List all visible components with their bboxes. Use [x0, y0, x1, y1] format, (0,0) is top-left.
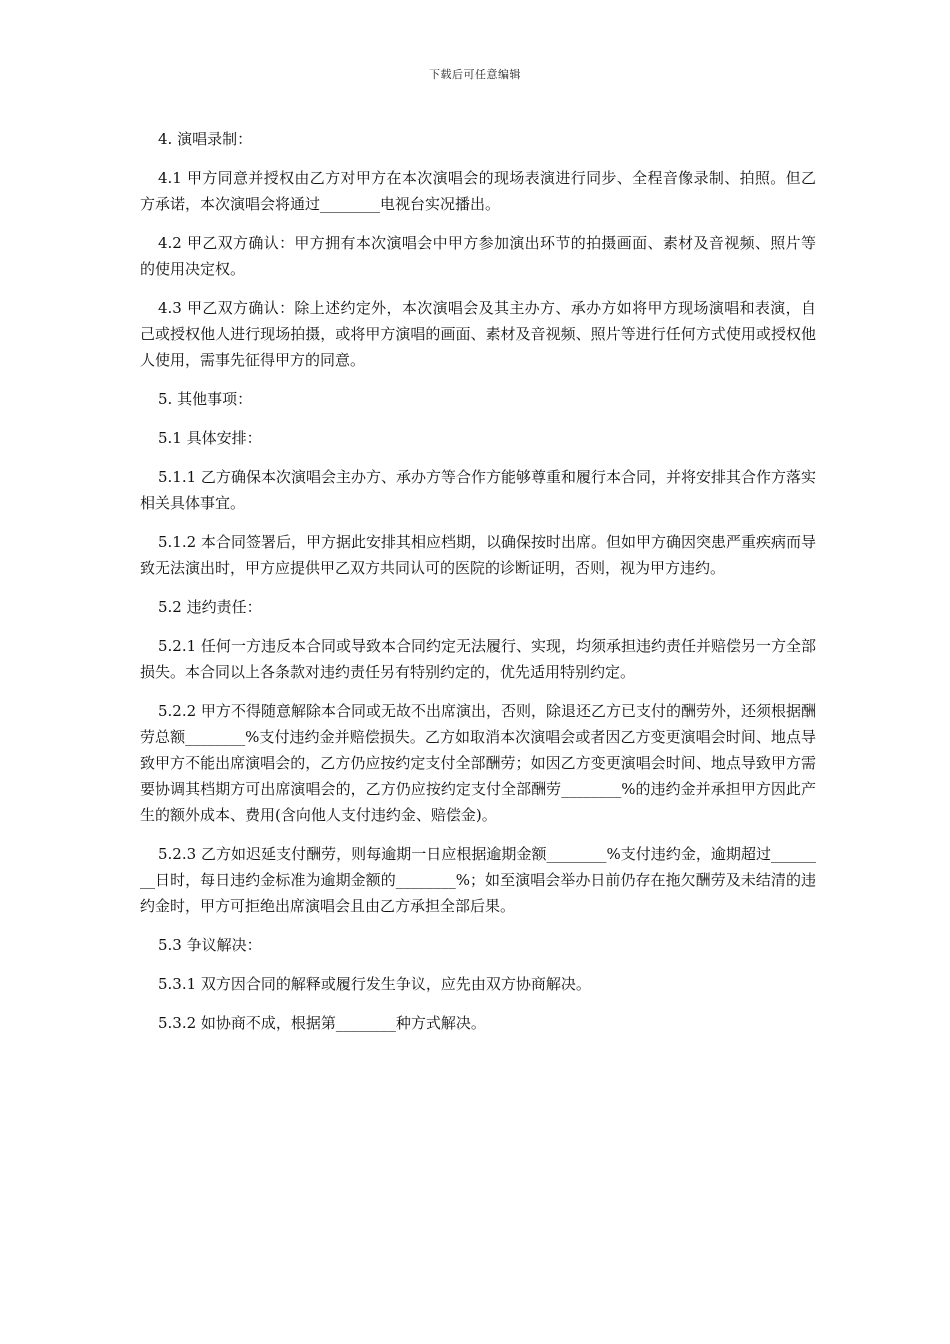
clause-paragraph: 5.2.3 乙方如迟延支付酬劳，则每逾期一日应根据逾期金额________%支付违约金，逾期超过________日时，每日违约金标准为逾期金额的________%；如至演唱会举办日前仍存在拖欠酬劳及未结清的违约金时，甲方可拒绝出席演唱会且由乙方承担全部后果。	[140, 845, 816, 915]
document-body	[140, 126, 816, 1049]
clause-paragraph: 4.2 甲乙双方确认：甲方拥有本次演唱会中甲方参加演出环节的拍摄画面、素材及音视频、照片等的使用决定权。	[140, 234, 816, 278]
clause-paragraph: 5.3.2 如协商不成，根据第________种方式解决。	[158, 1014, 486, 1032]
subsection-heading: 5.3 争议解决：	[158, 936, 262, 954]
section-heading: 5. 其他事项：	[158, 390, 253, 408]
page-header: 下载后可任意编辑	[429, 68, 521, 81]
subsection-heading: 5.1 具体安排：	[158, 429, 262, 447]
clause-paragraph: 4.3 甲乙双方确认：除上述约定外，本次演唱会及其主办方、承办方如将甲方现场演唱和表演，自己或授权他人进行现场拍摄，或将甲方演唱的画面、素材及音视频、照片等进行任何方式使用或授权他人使用，需事先征得甲方的同意。	[140, 299, 816, 369]
clause-paragraph: 5.1.1 乙方确保本次演唱会主办方、承办方等合作方能够尊重和履行本合同，并将安排其合作方落实相关具体事宜。	[140, 468, 816, 512]
clause-paragraph: 5.1.2 本合同签署后，甲方据此安排其相应档期，以确保按时出席。但如甲方确因突患严重疾病而导致无法演出时，甲方应提供甲乙双方共同认可的医院的诊断证明，否则，视为甲方违约。	[140, 533, 816, 577]
section-heading: 4. 演唱录制：	[158, 130, 253, 148]
clause-paragraph: 5.2.2 甲方不得随意解除本合同或无故不出席演出，否则，除退还乙方已支付的酬劳外，还须根据酬劳总额________%支付违约金并赔偿损失。乙方如取消本次演唱会或者因乙方变更演唱会时间、地点导致甲方不能出席演唱会的，乙方仍应按约定支付全部酬劳；如因乙方变更演唱会时间、地点导致甲方需要协调其档期方可出席演唱会的，乙方仍应按约定支付全部酬劳________%的违约金并承担甲方因此产生的额外成本、费用(含向他人支付违约金、赔偿金)。	[140, 702, 816, 824]
subsection-heading: 5.2 违约责任：	[158, 598, 262, 616]
clause-paragraph: 5.3.1 双方因合同的解释或履行发生争议，应先由双方协商解决。	[158, 975, 591, 993]
clause-paragraph: 5.2.1 任何一方违反本合同或导致本合同约定无法履行、实现，均须承担违约责任并赔偿另一方全部损失。本合同以上各条款对违约责任另有特别约定的，优先适用特别约定。	[140, 637, 816, 681]
clause-paragraph: 4.1 甲方同意并授权由乙方对甲方在本次演唱会的现场表演进行同步、全程音像录制、拍照。但乙方承诺，本次演唱会将通过________电视台实况播出。	[140, 169, 816, 213]
